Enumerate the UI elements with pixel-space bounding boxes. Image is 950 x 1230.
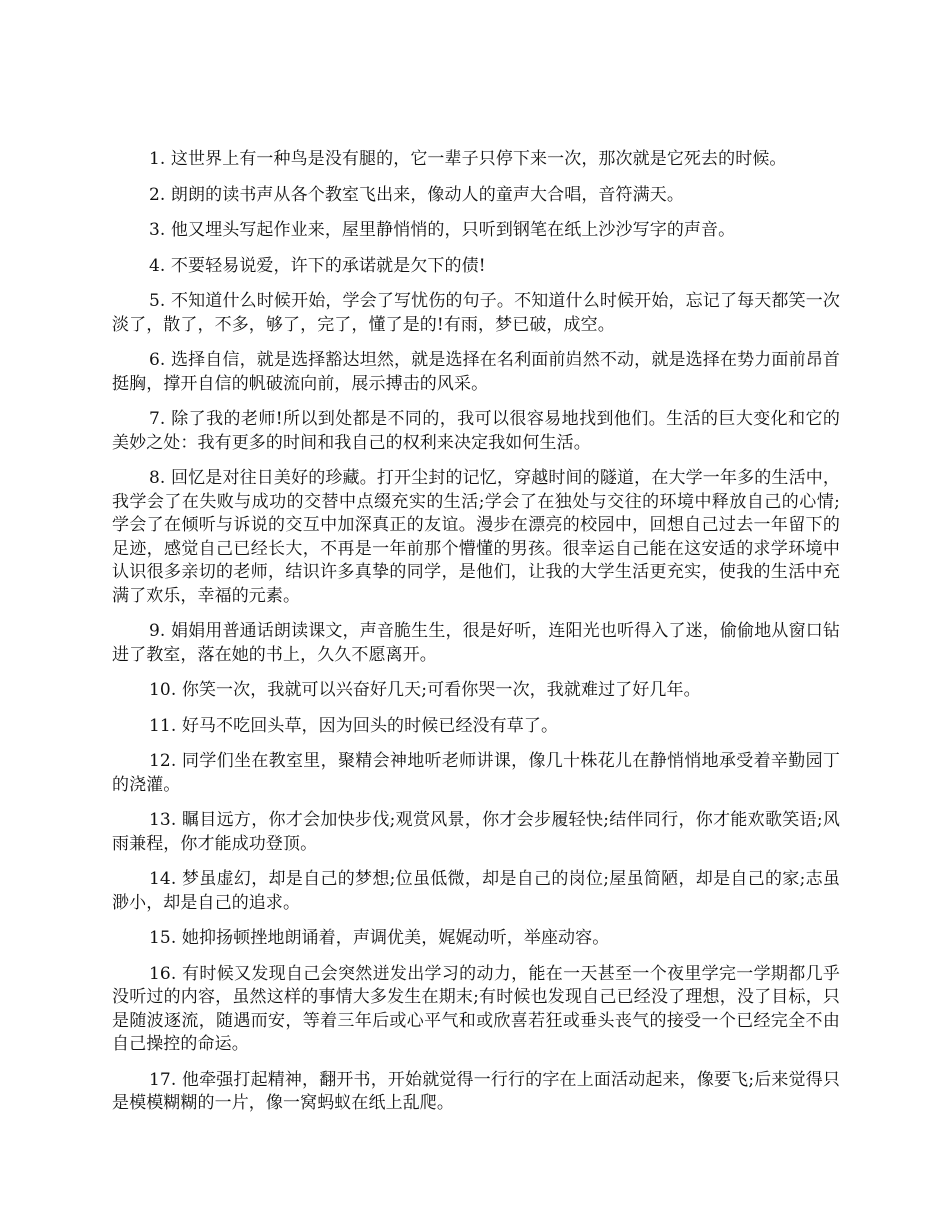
paragraph-15: 15. 她抑扬顿挫地朗诵着，声调优美，娓娓动听，举座动容。 bbox=[149, 928, 610, 948]
document-body bbox=[112, 148, 840, 1128]
paragraph-5: 5. 不知道什么时候开始，学会了写忧伤的句子。不知道什么时候开始，忘记了每天都笑一次淡了，散了，不多，够了，完了，懂了是的!有雨，梦已破，成空。 bbox=[112, 291, 840, 335]
paragraph-3: 3. 他又埋头写起作业来，屋里静悄悄的，只听到钢笔在纸上沙沙写字的声音。 bbox=[149, 220, 736, 240]
paragraph-2: 2. 朗朗的读书声从各个教室飞出来，像动人的童声大合唱，音符满天。 bbox=[149, 184, 684, 205]
paragraph-1: 1. 这世界上有一种鸟是没有腿的，它一辈子只停下来一次，那次就是它死去的时候。 bbox=[149, 149, 787, 169]
paragraph-14: 14. 梦虽虚幻，却是自己的梦想;位虽低微，却是自己的岗位;屋虽简陋，却是自己的家;志虽渺小，却是自己的追求。 bbox=[112, 869, 840, 913]
paragraph-11: 11. 好马不吃回头草，因为回头的时候已经没有草了。 bbox=[149, 715, 559, 736]
paragraph-8: 8. 回忆是对往日美好的珍藏。打开尘封的记忆，穿越时间的隧道，在大学一年多的生活中，我学会了在失败与成功的交替中点缀充实的生活;学会了在独处与交往的环境中释放自己的心情;学会了在倾听与诉说的交互中加深真正的友谊。漫步在漂亮的校园中，回想自己过去一年留下的足迹，感觉自己已经长大，不再是一年前那个懵懂的男孩。很幸运自己能在这安适的求学环境中认识很多亲切的老师，结识许多真挚的同学，是他们，让我的大学生活更充实，使我的生活中充满了欢乐，幸福的元素。 bbox=[112, 468, 840, 606]
paragraph-10: 10. 你笑一次，我就可以兴奋好几天;可看你哭一次，我就难过了好几年。 bbox=[149, 680, 701, 700]
paragraph-7: 7. 除了我的老师!所以到处都是不同的，我可以很容易地找到他们。生活的巨大变化和它的美妙之处：我有更多的时间和我自己的权利来决定我如何生活。 bbox=[112, 409, 840, 453]
paragraph-12: 12. 同学们坐在教室里，聚精会神地听老师讲课，像几十株花儿在静悄悄地承受着辛勤园丁的浇灌。 bbox=[112, 751, 840, 795]
paragraph-17: 17. 他牵强打起精神，翻开书，开始就觉得一行行的字在上面活动起来，像要飞;后来觉得只是模模糊糊的一片，像一窝蚂蚁在纸上乱爬。 bbox=[112, 1069, 840, 1113]
paragraph-16: 16. 有时候又发现自己会突然迸发出学习的动力，能在一天甚至一个夜里学完一学期都几乎没听过的内容，虽然这样的事情大多发生在期末;有时候也发现自己已经没了理想，没了目标，只是随波逐流，随遇而安，等着三年后或心平气和或欣喜若狂或垂头丧气的接受一个已经完全不由自己操控的命运。 bbox=[112, 963, 840, 1054]
paragraph-9: 9. 娟娟用普通话朗读课文，声音脆生生，很是好听，连阳光也听得入了迷，偷偷地从窗口钻进了教室，落在她的书上，久久不愿离开。 bbox=[112, 621, 840, 665]
paragraph-13: 13. 瞩目远方，你才会加快步伐;观赏风景，你才会步履轻快;结伴同行，你才能欢歌笑语;风雨兼程，你才能成功登顶。 bbox=[112, 810, 840, 854]
paragraph-4: 4. 不要轻易说爱，许下的承诺就是欠下的债! bbox=[149, 255, 486, 276]
paragraph-6: 6. 选择自信，就是选择豁达坦然，就是选择在名利面前岿然不动，就是选择在势力面前昂首挺胸，撑开自信的帆破流向前，展示搏击的风采。 bbox=[112, 350, 840, 394]
